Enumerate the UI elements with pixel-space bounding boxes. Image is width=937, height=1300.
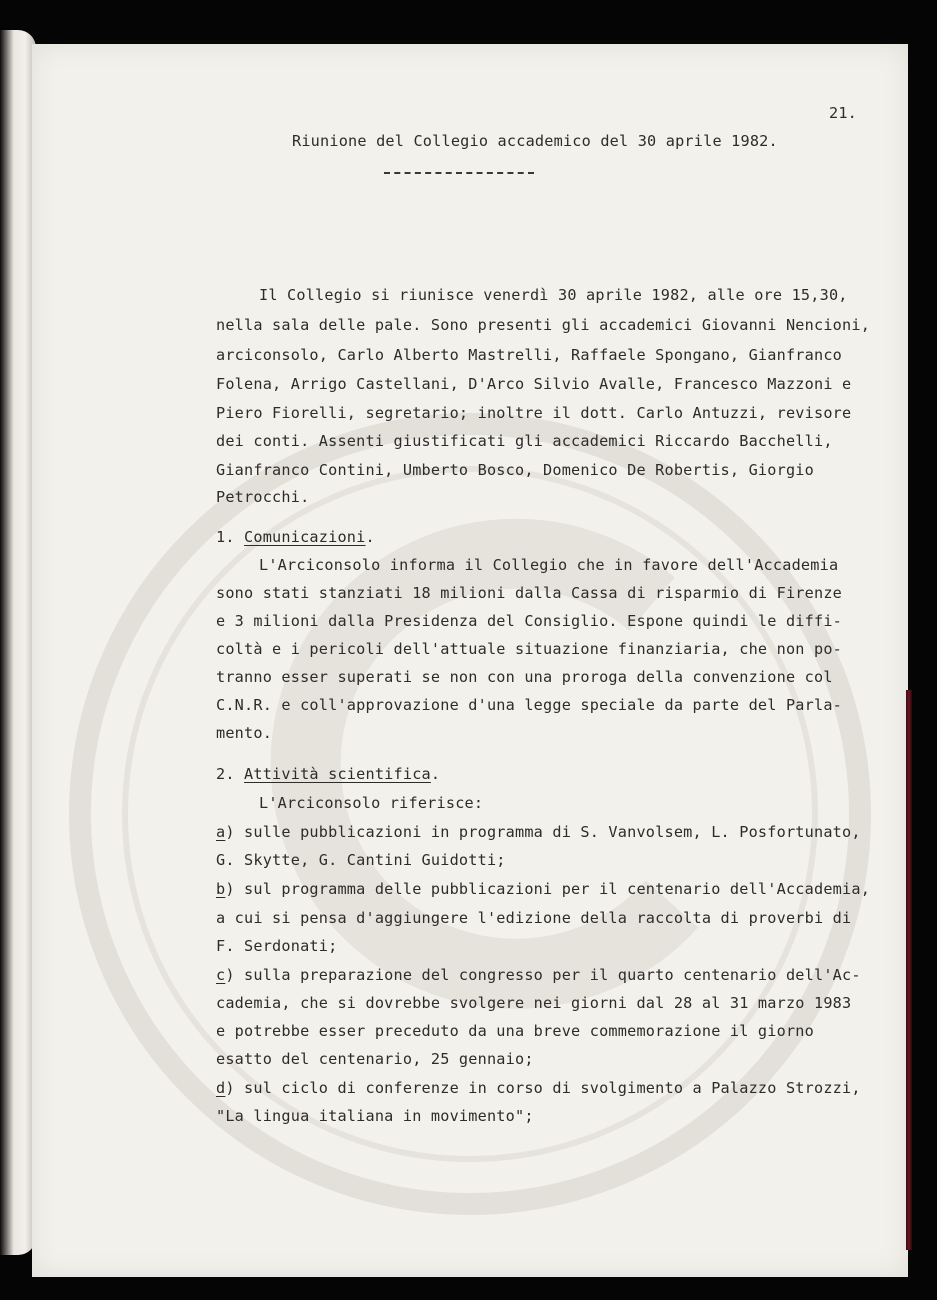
intro-line: Il Collegio si riunisce venerdì 30 aprile 1982, alle ore 15,30,	[259, 286, 848, 304]
section-1-line: sono stati stanziati 18 milioni dalla Cassa di risparmio di Firenze	[216, 584, 843, 602]
intro-line: Gianfranco Contini, Umberto Bosco, Domenico De Robertis, Giorgio	[216, 461, 814, 479]
item-letter: c	[216, 966, 226, 984]
list-item-c	[216, 966, 861, 984]
section-title: Comunicazioni	[244, 528, 366, 546]
item-text: ) sul programma delle pubblicazioni per il centenario dell'Accademia,	[225, 880, 871, 898]
section-number: 2.	[216, 765, 235, 783]
section-number: 1.	[216, 528, 235, 546]
section-1-line: e 3 milioni dalla Presidenza del Consiglio. Espone quindi le diffi-	[216, 612, 843, 630]
section-1-line: L'Arciconsolo informa il Collegio che in favore dell'Accademia	[259, 556, 839, 574]
intro-line: Piero Fiorelli, segretario; inoltre il dott. Carlo Antuzzi, revisore	[216, 404, 852, 422]
list-item-a	[216, 823, 861, 841]
item-letter: a	[216, 823, 226, 841]
list-item-a-cont: G. Skytte, G. Cantini Guidotti;	[216, 851, 506, 869]
section-1-line: tranno esser superati se non con una proroga della convenzione col	[216, 668, 833, 686]
title-underline	[384, 172, 534, 174]
document-title: Riunione del Collegio accademico del 30 aprile 1982.	[292, 132, 778, 150]
list-item-c-cont: esatto del centenario, 25 gennaio;	[216, 1050, 534, 1068]
item-text: ) sulla preparazione del congresso per il quarto centenario dell'Ac-	[225, 966, 861, 984]
next-page-edge	[906, 690, 912, 1250]
list-item-d	[216, 1079, 861, 1097]
intro-line: Folena, Arrigo Castellani, D'Arco Silvio Avalle, Francesco Mazzoni e	[216, 375, 852, 393]
list-item-b-cont: a cui si pensa d'aggiungere l'edizione della raccolta di proverbi di	[216, 909, 852, 927]
section-2-intro: L'Arciconsolo riferisce:	[259, 794, 484, 812]
item-letter: b	[216, 880, 226, 898]
list-item-b	[216, 880, 870, 898]
section-1-line: mento.	[216, 724, 273, 742]
item-letter: d	[216, 1079, 226, 1097]
intro-line: Petrocchi.	[216, 488, 310, 506]
list-item-c-cont: cademia, che si dovrebbe svolgere nei giorni dal 28 al 31 marzo 1983	[216, 994, 852, 1012]
list-item-c-cont: e potrebbe esser preceduto da una breve commemorazione il giorno	[216, 1022, 814, 1040]
intro-line: dei conti. Assenti giustificati gli accademici Riccardo Bacchelli,	[216, 432, 833, 450]
page-number: 21.	[829, 104, 858, 122]
section-title: Attività scientifica	[244, 765, 431, 783]
section-2-heading: 2. Attività scientifica.	[216, 765, 441, 783]
list-item-d-cont: "La lingua italiana in movimento";	[216, 1107, 534, 1125]
list-item-b-cont: F. Serdonati;	[216, 937, 338, 955]
document-page	[32, 44, 908, 1277]
item-text: ) sulle pubblicazioni in programma di S. Vanvolsem, L. Posfortunato,	[225, 823, 861, 841]
section-1-heading: 1. Comunicazioni.	[216, 528, 375, 546]
section-1-line: coltà e i pericoli dell'attuale situazione finanziaria, che non po-	[216, 640, 843, 658]
intro-line: arciconsolo, Carlo Alberto Mastrelli, Raffaele Spongano, Gianfranco	[216, 346, 843, 364]
binder-edge	[0, 30, 36, 1255]
section-1-line: C.N.R. e coll'approvazione d'una legge speciale da parte del Parla-	[216, 696, 843, 714]
intro-line: nella sala delle pale. Sono presenti gli accademici Giovanni Nencioni,	[216, 316, 871, 334]
item-text: ) sul ciclo di conferenze in corso di svolgimento a Palazzo Strozzi,	[225, 1079, 861, 1097]
